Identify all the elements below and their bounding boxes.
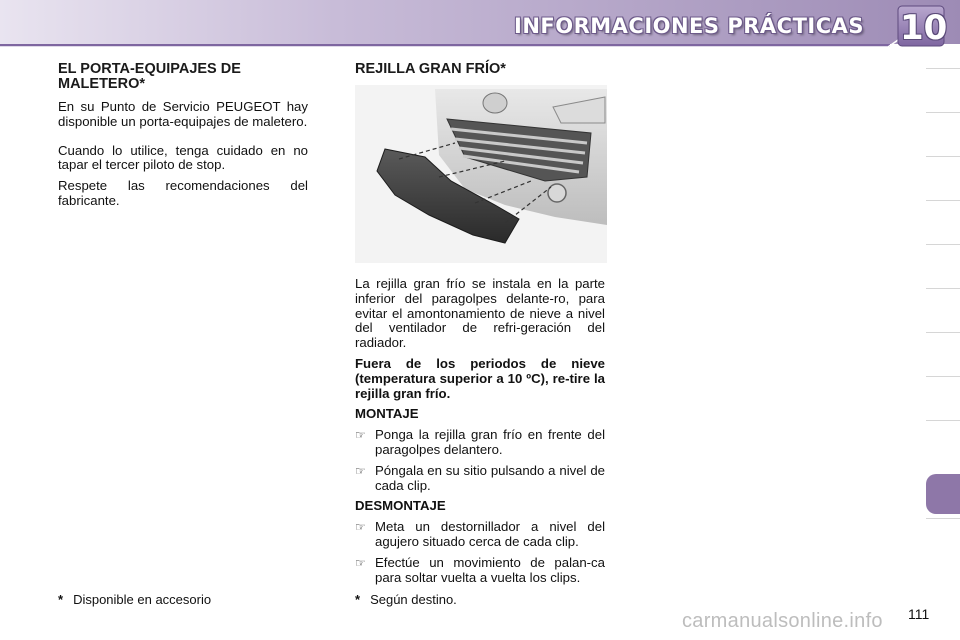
desmontaje-heading: DESMONTAJE	[355, 498, 446, 514]
paragraph: La rejilla gran frío se instala en la parte inferior del paragolpes delante-ro, para evitar el amontonamiento de nieve a nivel del ventilador de refri-geración del radiador.	[355, 276, 605, 351]
chapter-tab[interactable]	[926, 518, 960, 563]
chapter-tab[interactable]	[926, 200, 960, 245]
footnote-text: Disponible en accesorio	[73, 592, 212, 607]
step-item	[355, 428, 605, 458]
pointing-hand-icon: ☞	[355, 555, 366, 570]
chapter-tab[interactable]	[926, 112, 960, 157]
section-heading-grille: REJILLA GRAN FRÍO*	[355, 61, 506, 77]
montaje-heading: MONTAJE	[355, 406, 419, 422]
pointing-hand-icon: ☞	[355, 428, 366, 443]
footnote-marker: *	[355, 592, 361, 607]
paragraph: En su Punto de Servicio PEUGEOT hay disponible un porta-equipajes de maletero.	[58, 99, 308, 129]
warning-paragraph: Fuera de los periodos de nieve (temperatura superior a 10 ºC), re-tire la rejilla gran frío.	[355, 355, 605, 401]
page-number: 111	[908, 606, 930, 622]
footnote-middle	[355, 592, 457, 607]
footnote-left	[58, 592, 211, 607]
step-item	[355, 556, 605, 586]
step-item	[355, 464, 605, 494]
chapter-tab[interactable]	[926, 68, 960, 113]
paragraph: Respete las recomendaciones del fabricante.	[58, 178, 308, 208]
step-item	[355, 520, 605, 550]
step-text: Efectúe un movimiento de palan-ca para soltar vuelta a vuelta los clips.	[375, 554, 605, 585]
chapter-tab[interactable]	[926, 332, 960, 377]
page-header	[0, 0, 960, 52]
watermark-text: carmanualsonline.info	[682, 610, 883, 632]
pointing-hand-icon: ☞	[355, 520, 366, 535]
step-text: Meta un destornillador a nivel del agujero situado cerca de cada clip.	[375, 519, 605, 549]
grille-illustration	[355, 85, 607, 263]
paragraph: Cuando lo utilice, tenga cuidado en no tapar el tercer piloto de stop.	[58, 142, 308, 173]
left-column	[58, 62, 308, 215]
active-chapter-tab[interactable]	[926, 474, 960, 514]
chapter-tab[interactable]	[926, 156, 960, 201]
footnote-marker: *	[58, 592, 64, 607]
chapter-number: 10	[900, 8, 948, 48]
chapter-tab[interactable]	[926, 244, 960, 289]
footnote-text: Según destino.	[370, 592, 457, 607]
middle-column	[355, 62, 605, 591]
chapter-title: INFORMACIONES PRÁCTICAS	[514, 14, 864, 38]
step-text: Póngala en su sitio pulsando a nivel de cada clip.	[375, 462, 605, 493]
chapter-tab[interactable]	[926, 420, 960, 465]
step-text: Ponga la rejilla gran frío en frente del paragolpes delantero.	[375, 427, 605, 457]
section-heading-roof-rack: EL PORTA-EQUIPAJES DE MALETERO*	[58, 61, 241, 92]
pointing-hand-icon: ☞	[355, 463, 366, 478]
car-front-grille-image	[355, 85, 607, 263]
chapter-tab[interactable]	[926, 376, 960, 421]
chapter-tab[interactable]	[926, 288, 960, 333]
